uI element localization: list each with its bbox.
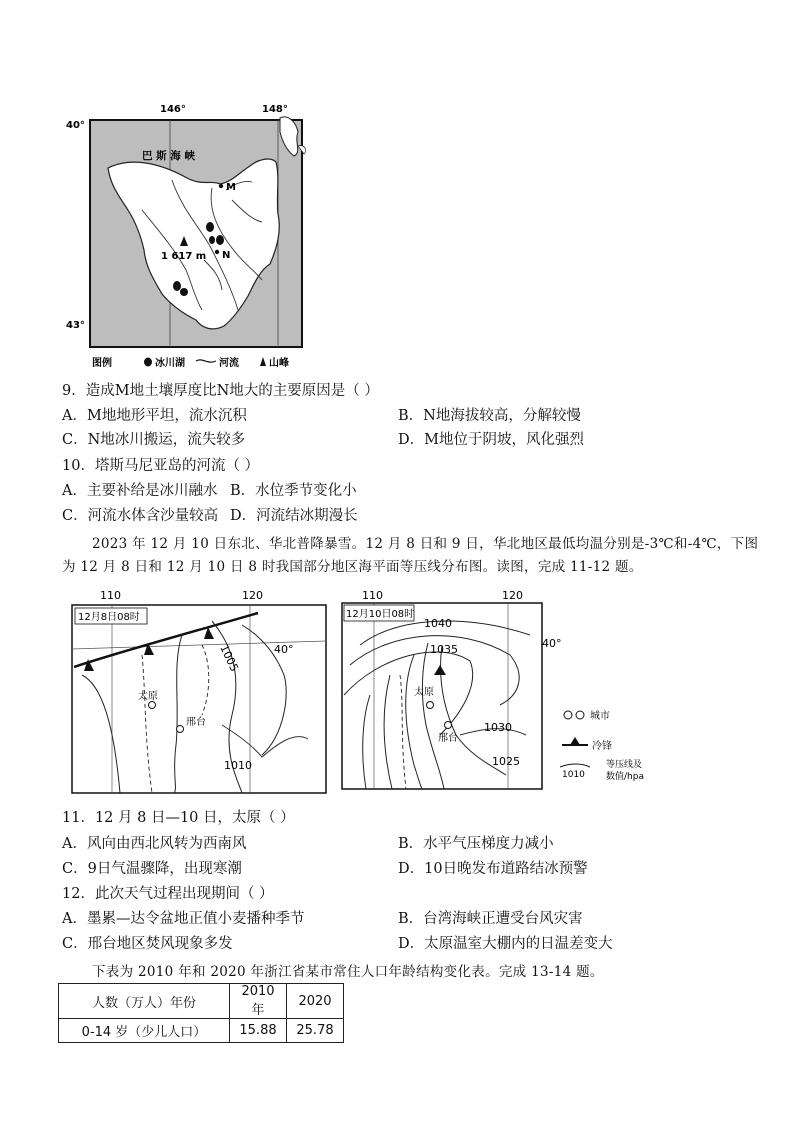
isobar-1030: 1030 [484, 721, 512, 734]
legend-isobar-value: 1010 [562, 770, 585, 780]
q12-option-b[interactable]: B．台湾海峡正遭受台风灾害 [398, 911, 583, 927]
table-cell: 15.88 [230, 1019, 287, 1043]
q10-option-d[interactable]: D．河流结冰期漫长 [230, 508, 358, 524]
header-cell: 2020 [287, 984, 344, 1019]
tasmania-map [62, 100, 322, 375]
river-legend-icon [196, 360, 216, 362]
table-cell: 0-14 岁（少儿人口） [59, 1019, 230, 1043]
q11-option-b[interactable]: B．水平气压梯度力减小 [398, 836, 554, 852]
city-taiyuan: 太原 [138, 691, 158, 702]
map-frame [72, 605, 326, 793]
city-xingtai: 邢台 [186, 717, 206, 728]
legend-title: 图例 [92, 358, 112, 369]
point-n-marker [215, 250, 219, 254]
q10-option-b[interactable]: B．水位季节变化小 [230, 483, 357, 499]
lat-40-label: 40° [542, 637, 562, 650]
table-cell: 25.78 [287, 1019, 344, 1043]
lon-120-label: 120 [502, 589, 523, 602]
legend-isobar-line2: 数值/hpa [606, 772, 644, 782]
header-cell: 人数（万人）年份 [59, 984, 230, 1019]
intro-11-12-line2: 为 12 月 8 日和 12 月 10 日 8 时我国部分地区海平面等压线分布图。读图，完成 11-12 题。 [62, 559, 643, 575]
q11-stem: 11．12 月 8 日—10 日，太原（ ） [62, 810, 295, 826]
q12-option-a[interactable]: A．墨累—达令盆地正值小麦播种季节 [62, 911, 305, 927]
header-cell: 2010 年 [230, 984, 287, 1019]
peak-label: 1 617 m [161, 251, 207, 262]
lon-110-label: 110 [100, 589, 121, 602]
q9-option-c[interactable]: C．N地冰川搬运，流失较多 [62, 432, 246, 448]
intro-11-12-line1: 2023 年 12 月 10 日东北、华北普降暴雪。12 月 8 日和 9 日，华北地区最低均温分别是-3℃和-4℃，下图 [92, 536, 759, 552]
isobar-map-dec8 [62, 585, 332, 797]
q9-option-d[interactable]: D．M地位于阴坡，风化强烈 [398, 432, 584, 448]
q12-option-c[interactable]: C．邢台地区焚风现象多发 [62, 936, 233, 952]
lat-40-label: 40° [66, 120, 85, 131]
isobar-1010: 1010 [224, 759, 252, 772]
city-xingtai-marker [445, 722, 452, 729]
q9-stem: 9．造成M地土壤厚度比N地大的主要原因是（ ） [62, 383, 379, 399]
glacier-lake-legend-icon [144, 358, 152, 367]
intro-13-14: 下表为 2010 年和 2020 年浙江省某市常住人口年龄结构变化表。完成 13-14 题。 [92, 964, 604, 980]
table-header-row [59, 984, 344, 1019]
lon-146-label: 146° [160, 104, 186, 115]
legend-isobar-line1: 等压线及 [606, 760, 643, 770]
isobar-1035: 1035 [430, 643, 458, 656]
table-row [59, 1019, 344, 1043]
lon-110-label: 110 [362, 589, 383, 602]
q10-option-a[interactable]: A．主要补给是冰川融水 [62, 483, 218, 499]
city-xingtai: 邢台 [438, 733, 458, 744]
peak-legend-icon [260, 357, 266, 366]
isobar-1025: 1025 [492, 755, 520, 768]
isobar-legend-icon [560, 764, 590, 767]
lon-148-label: 148° [262, 104, 288, 115]
legend-city: 城市 [590, 711, 610, 722]
isobar-1040: 1040 [424, 617, 452, 630]
cold-front-legend-icon [570, 737, 580, 745]
population-table [58, 983, 344, 1043]
time-label: 12月10日08时 [346, 609, 415, 620]
point-n-label: N [222, 250, 231, 261]
lat-43-label: 43° [66, 320, 85, 331]
sea-label: 巴 斯 海 峡 [142, 150, 195, 162]
glacier-lake-3 [209, 236, 215, 244]
glacier-lake-4 [173, 281, 181, 291]
q11-option-c[interactable]: C．9日气温骤降，出现寒潮 [62, 861, 242, 877]
q12-stem: 12．此次天气过程出现期间（ ） [62, 886, 274, 902]
lon-120-label: 120 [242, 589, 263, 602]
city-legend-icon-2 [576, 711, 584, 719]
isobar-1005: 1005 [217, 642, 241, 674]
point-m-label: M [226, 182, 236, 193]
city-legend-icon [564, 711, 572, 719]
glacier-lake-1 [206, 222, 214, 232]
city-taiyuan-marker [427, 702, 434, 709]
time-label: 12月8日08时 [78, 612, 140, 623]
lat-40-label: 40° [274, 643, 294, 656]
legend-peak: 山峰 [269, 358, 289, 369]
legend-river: 河流 [219, 358, 239, 369]
q10-option-c[interactable]: C．河流水体含沙量较高 [62, 508, 219, 524]
weather-map-legend [560, 705, 655, 785]
q11-option-a[interactable]: A．风向由西北风转为西南风 [62, 836, 247, 852]
q11-option-d[interactable]: D．10日晚发布道路结冰预警 [398, 861, 588, 877]
q12-option-d[interactable]: D．太原温室大棚内的日温差变大 [398, 936, 613, 952]
glacier-lake-2 [216, 235, 224, 245]
legend-cold-front: 冷锋 [592, 741, 612, 752]
isobar-map-dec10 [330, 585, 570, 797]
q9-option-a[interactable]: A．M地地形平坦，流水沉积 [62, 408, 247, 424]
q9-option-b[interactable]: B．N地海拔较高，分解较慢 [398, 408, 581, 424]
city-taiyuan: 太原 [414, 687, 434, 698]
q10-stem: 10．塔斯马尼亚岛的河流（ ） [62, 458, 260, 474]
legend-glacier-lake: 冰川湖 [155, 358, 185, 369]
point-m-marker [219, 184, 223, 188]
glacier-lake-5 [180, 288, 188, 296]
city-taiyuan-marker [149, 702, 156, 709]
city-xingtai-marker [177, 726, 184, 733]
